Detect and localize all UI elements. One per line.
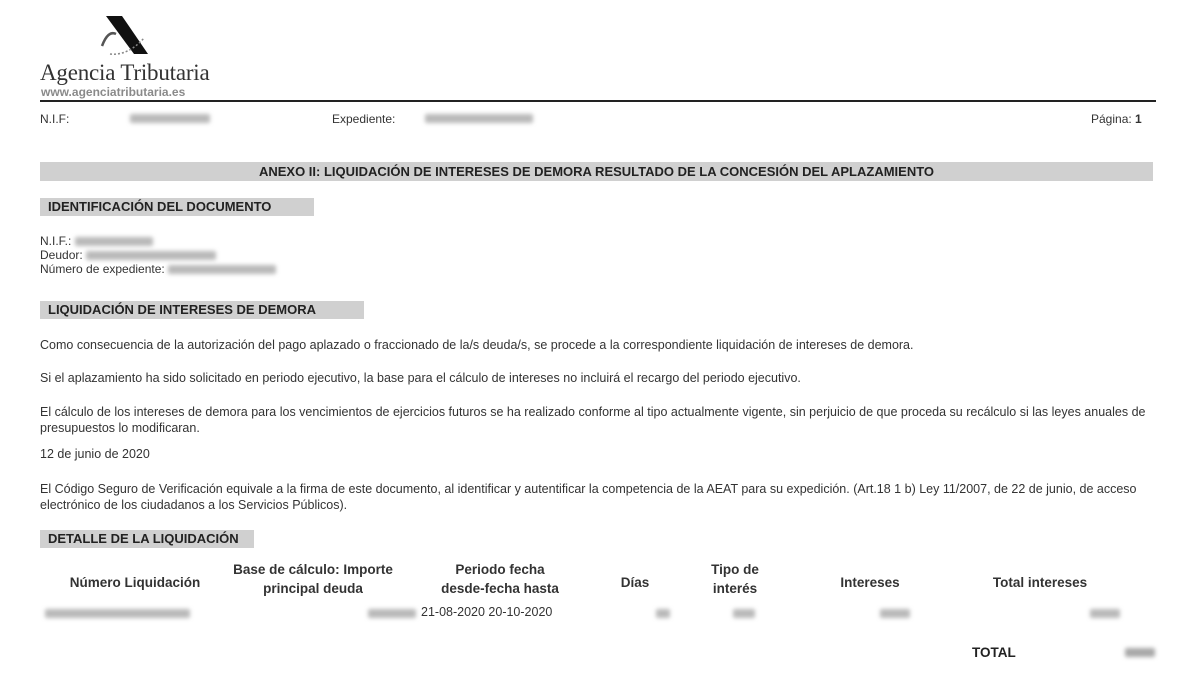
org-url: www.agenciatributaria.es [41,85,186,99]
header-divider [40,100,1156,102]
id-nif-redacted [75,237,153,246]
cell-tipo-redacted [733,609,755,618]
section-identificacion-heading: IDENTIFICACIÓN DEL DOCUMENTO [40,198,314,216]
id-deudor-label: Deudor: [40,248,83,262]
col-header-tipo [690,560,780,598]
col-header-periodo-line1: Periodo fecha [455,562,545,577]
csv-paragraph: El Código Seguro de Verificación equivale a la firma de este documento, al identificar y autentificar la competencia de la AEAT para su expedición. (Art.18 1 b) Ley 11/2007, de 22 de junio, de acceso electrónico de los ciudadanos a los Servicios Públicos). [40,482,1137,512]
cell-intereses-redacted [880,609,910,618]
nif-label: N.I.F: [40,112,70,126]
total-value-redacted [1125,648,1155,657]
paragraph-1: Como consecuencia de la autorización del pago aplazado o fraccionado de la/s deuda/s, se procede a la correspondiente liquidación de intereses de demora. [40,338,914,352]
id-expediente-row [40,262,276,276]
expediente-label: Expediente: [332,112,396,126]
id-deudor-redacted [86,251,216,260]
page-label: Página: [1091,112,1132,126]
col-header-base [228,560,398,598]
col-header-tipo-line1: Tipo de [711,562,759,577]
col-header-dias: Días [620,575,650,590]
paragraph-2: Si el aplazamiento ha sido solicitado en periodo ejecutivo, la base para el cálculo de intereses no incluirá el recargo del periodo ejecutivo. [40,371,801,385]
page-indicator [1091,112,1142,126]
cell-dias-redacted [656,609,670,618]
col-header-periodo [420,560,580,598]
col-header-tipo-line2: interés [712,581,758,596]
identificacion-block [40,234,276,276]
col-header-base-line2: principal deuda [263,581,363,596]
paragraph-3: El cálculo de los intereses de demora para los vencimientos de ejercicios futuros se ha realizado conforme al tipo actualmente vigente, sin perjuicio de que proceda su recálculo si las leyes anuales de presupuestos lo modificaran. [40,405,1146,435]
document-date: 12 de junio de 2020 [40,447,150,461]
id-expediente-label: Número de expediente: [40,262,165,276]
org-name: Agencia Tributaria [40,60,210,85]
id-nif-label: N.I.F.: [40,234,72,248]
nif-value-redacted [130,114,210,123]
col-header-periodo-line2: desde-fecha hasta [441,581,559,596]
id-expediente-redacted [168,265,276,274]
expediente-value-redacted [425,114,533,123]
id-deudor-row [40,248,276,262]
id-nif-row [40,234,276,248]
agencia-tributaria-logo-icon [98,16,156,58]
section-detalle-heading: DETALLE DE LA LIQUIDACIÓN [40,530,254,548]
cell-total-redacted [1090,609,1120,618]
cell-base-redacted [368,609,416,618]
section-liquidacion-heading: LIQUIDACIÓN DE INTERESES DE DEMORA [40,301,364,319]
col-header-total-intereses: Total intereses [992,575,1088,590]
page-number: 1 [1135,112,1142,126]
total-label: TOTAL [972,645,1016,660]
col-header-base-line1: Base de cálculo: Importe [233,562,393,577]
col-header-numero: Número Liquidación [69,575,201,590]
cell-periodo: 21-08-2020 20-10-2020 [421,605,553,619]
cell-numero-redacted [45,609,190,618]
document-title: ANEXO II: LIQUIDACIÓN DE INTERESES DE DEMORA RESULTADO DE LA CONCESIÓN DEL APLAZAMIENTO [40,162,1153,181]
col-header-intereses: Intereses [840,575,900,590]
